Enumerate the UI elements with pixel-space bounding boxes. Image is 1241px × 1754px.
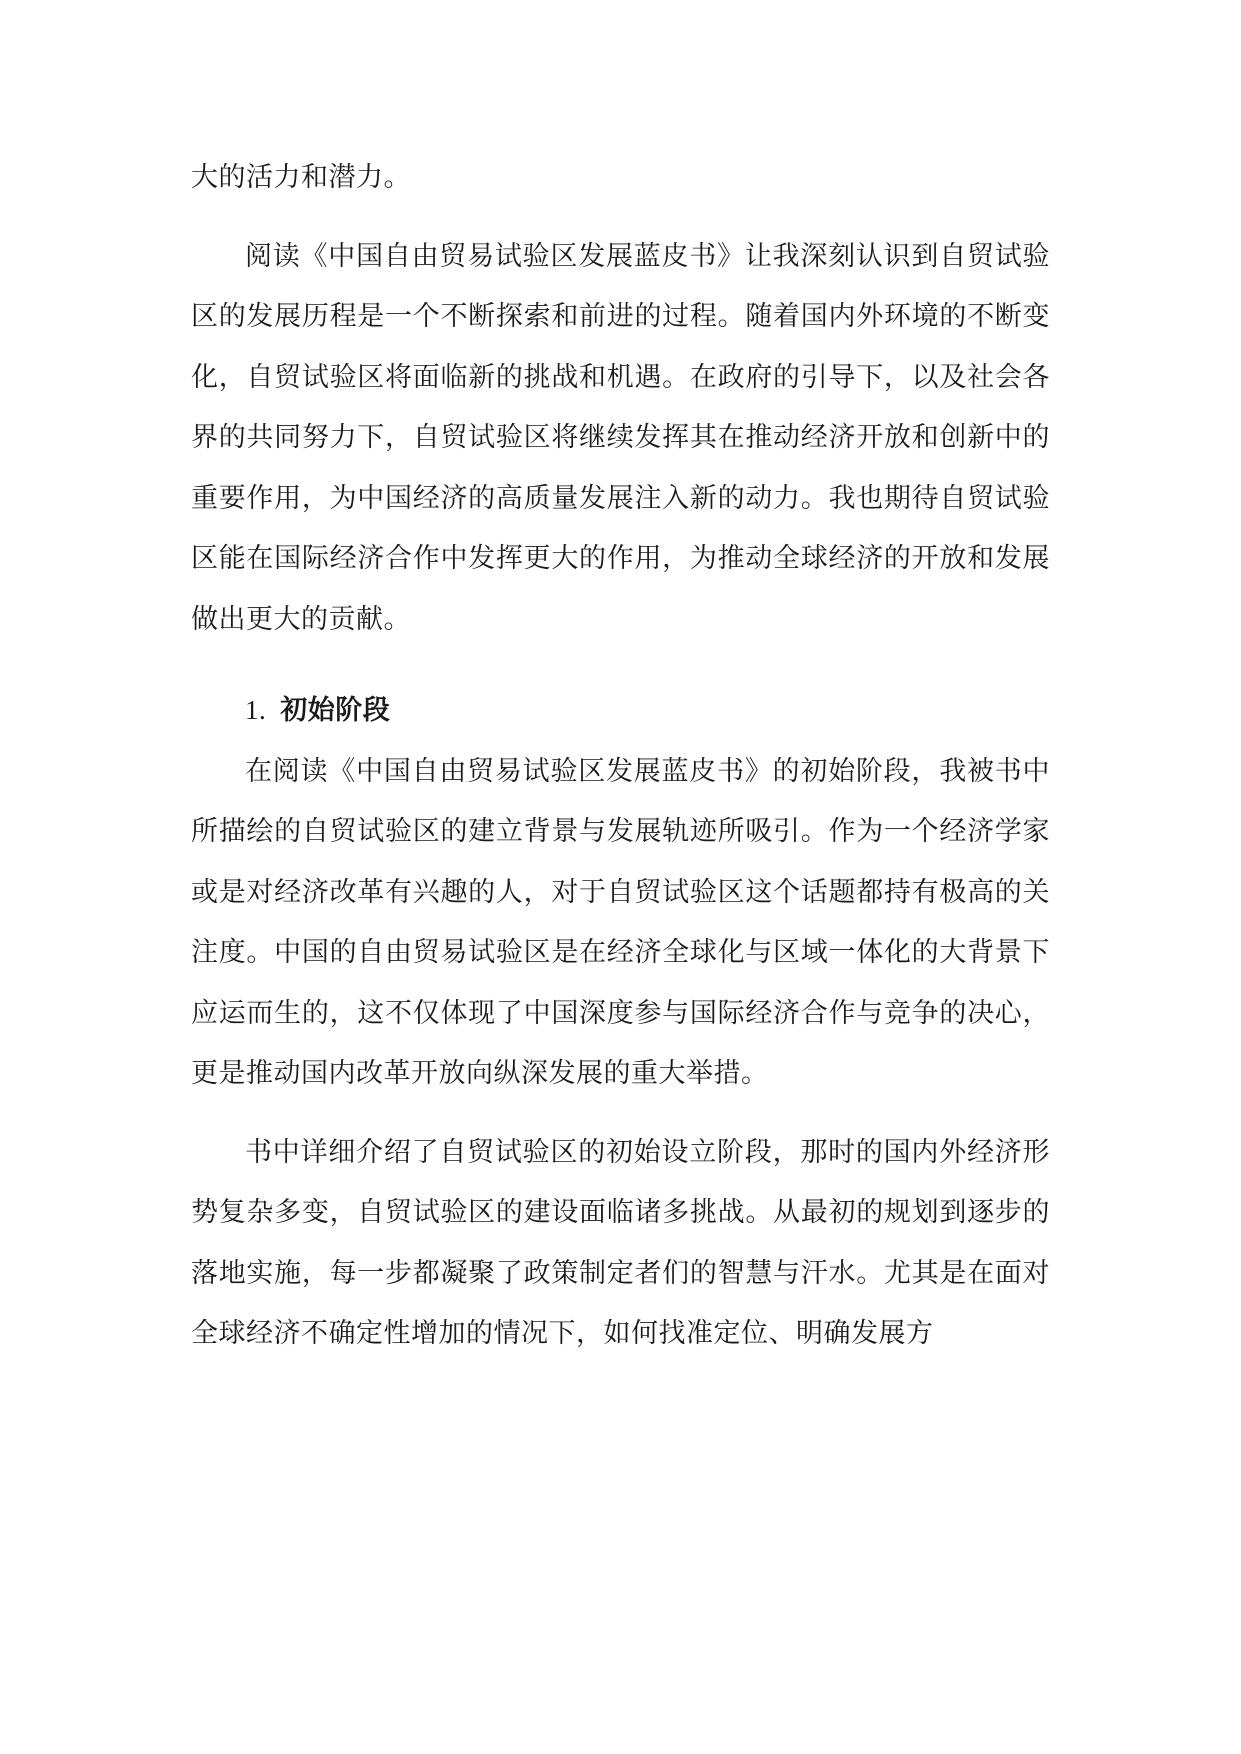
section-title: 初始阶段 <box>280 695 391 726</box>
paragraph-establishment: 书中详细介绍了自贸试验区的初始设立阶段，那时的国内外经济形势复杂多变，自贸试验区的建设面临诸多挑战。从最初的规划到逐步的落地实施，每一步都凝聚了政策制定者们的智慧与汗水。尤其是在面对全球经济不确定性增加的情况下，如何找准定位、明确发展方 <box>191 1136 1050 1349</box>
paragraph-reading-reflection: 阅读《中国自由贸易试验区发展蓝皮书》让我深刻认识到自贸试验区的发展历程是一个不断探索和前进的过程。随着国内外环境的不断变化，自贸试验区将面临新的挑战和机遇。在政府的引导下，以及社会各界的共同努力下，自贸试验区将继续发挥其在推动经济开放和创新中的重要作用，为中国经济的高质量发展注入新的动力。我也期待自贸试验区能在国际经济合作中发挥更大的作用，为推动全球经济的开放和发展做出更大的贡献。 <box>191 240 1050 635</box>
document-body <box>191 148 1050 1365</box>
section-number: 1. <box>245 695 267 725</box>
paragraph-initial-stage: 在阅读《中国自由贸易试验区发展蓝皮书》的初始阶段，我被书中所描绘的自贸试验区的建立背景与发展轨迹所吸引。作为一个经济学家或是对经济改革有兴趣的人，对于自贸试验区这个话题都持有极高的关注度。中国的自由贸易试验区是在经济全球化与区域一体化的大背景下应运而生的，这不仅体现了中国深度参与国际经济合作与竞争的决心，更是推动国内改革开放向纵深发展的重大举措。 <box>191 755 1050 1089</box>
paragraph-continuation: 大的活力和潜力。 <box>191 162 411 193</box>
paragraph-spacer <box>191 209 1050 227</box>
paragraph-spacer <box>191 1105 1050 1123</box>
section-heading <box>191 680 1050 742</box>
